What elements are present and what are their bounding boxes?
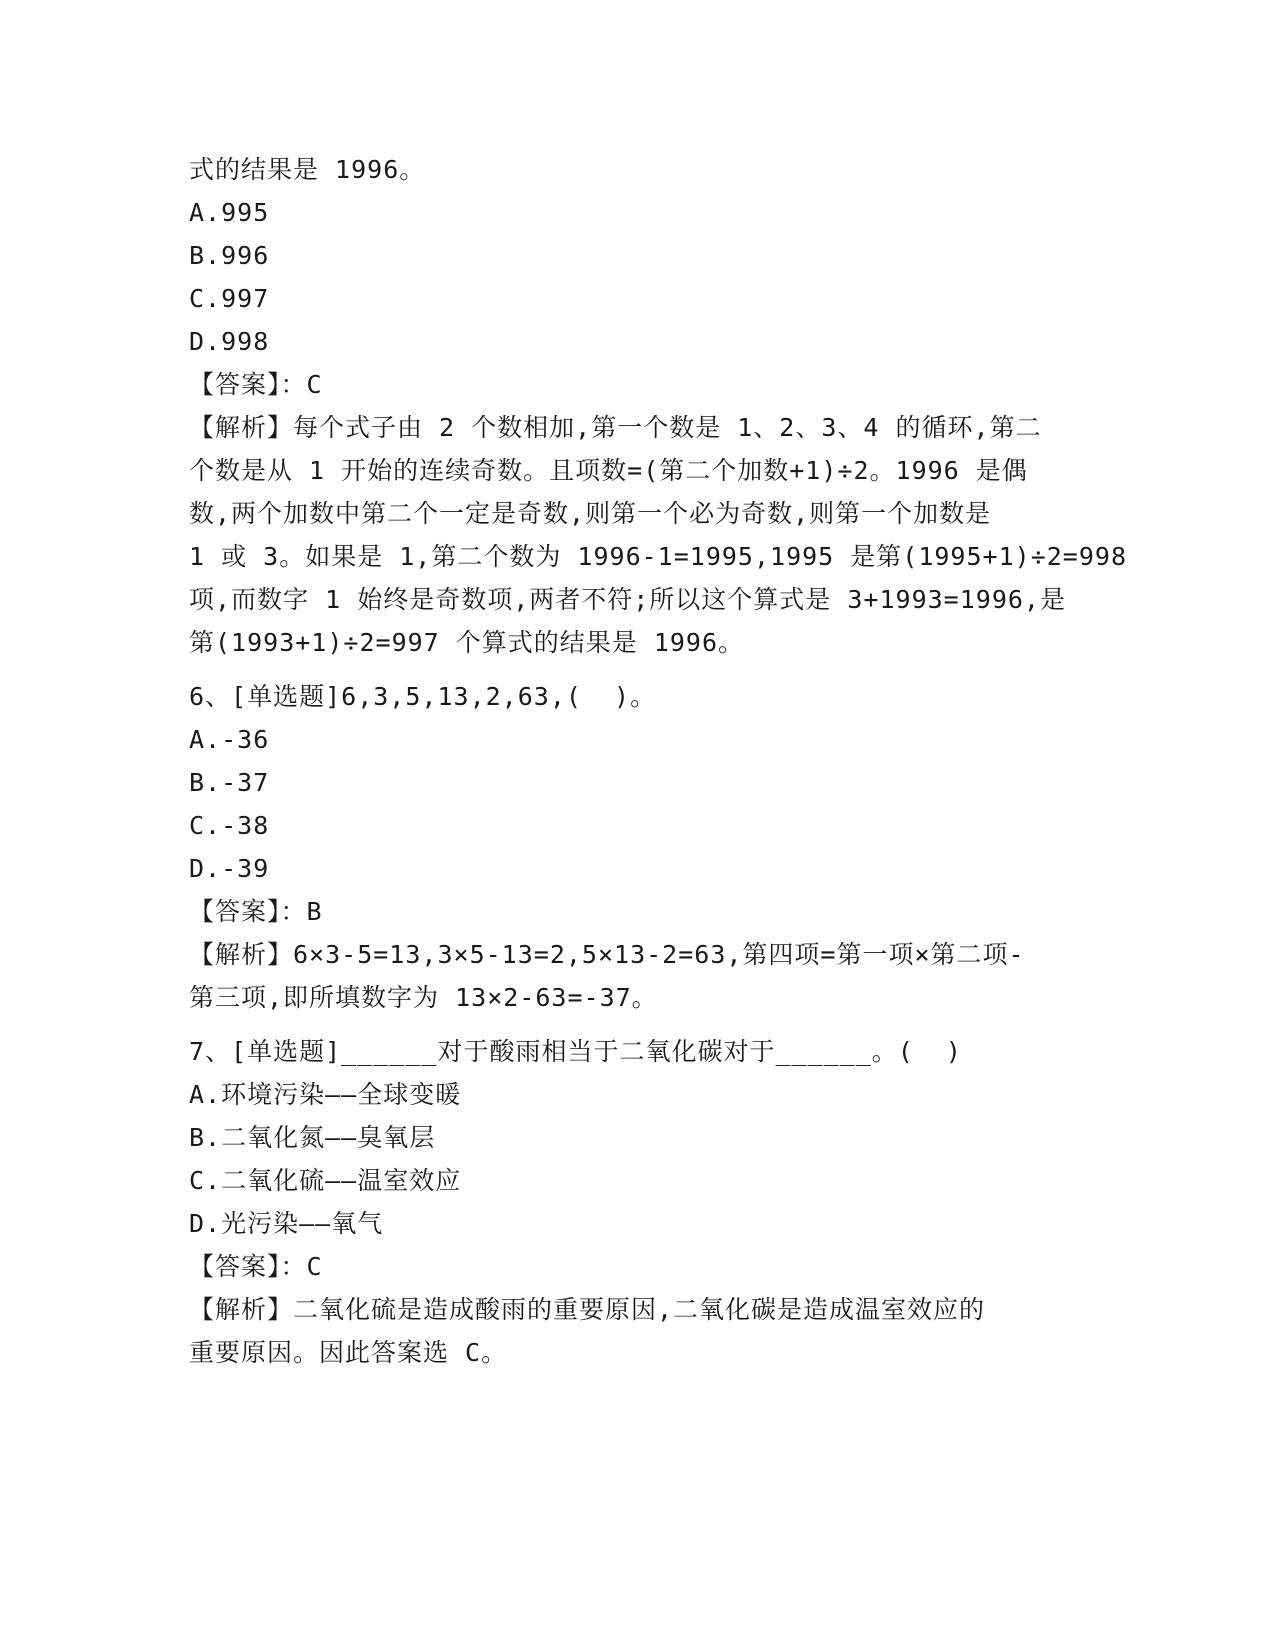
q6-option-d: D.-39 (189, 854, 270, 883)
q7-option-b: B.二氧化氮——臭氧层 (189, 1123, 436, 1152)
q6-analysis-line: 第三项,即所填数字为 13×2-63=-37。 (189, 983, 658, 1012)
q7-analysis-line: 【解析】二氧化硫是造成酸雨的重要原因,二氧化碳是造成温室效应的 (189, 1295, 986, 1324)
q7-analysis-line: 重要原因。因此答案选 C。 (189, 1338, 508, 1367)
q5-option-d: D.998 (189, 327, 270, 356)
document-content (189, 148, 1128, 1374)
q7-answer: 【答案】：C (189, 1252, 323, 1281)
q5-option-b: B.996 (189, 241, 270, 270)
q7-option-d: D.光污染——氧气 (189, 1209, 384, 1238)
q5-analysis-line: 个数是从 1 开始的连续奇数。且项数=(第二个加数+1)÷2。1996 是偶 (189, 456, 1028, 485)
q7-option-c: C.二氧化硫——温室效应 (189, 1166, 462, 1195)
q7-option-a: A.环境污染——全球变暖 (189, 1080, 462, 1109)
q5-option-c: C.997 (189, 284, 270, 313)
q6-option-c: C.-38 (189, 811, 270, 840)
q5-analysis-line: 项,而数字 1 始终是奇数项,两者不符;所以这个算式是 3+1993=1996,是 (189, 585, 1066, 614)
q6-option-a: A.-36 (189, 725, 270, 754)
question-spacer (189, 1019, 1089, 1030)
q5-analysis-line: 【解析】每个式子由 2 个数相加,第一个数是 1、2、3、4 的循环,第二 (189, 413, 1042, 442)
q5-analysis-line: 第(1993+1)÷2=997 个算式的结果是 1996。 (189, 628, 745, 657)
q6-answer: 【答案】：B (189, 897, 323, 926)
q5-analysis-line: 1 或 3。如果是 1,第二个数为 1996-1=1995,1995 是第(1995+1)÷2=998 (189, 542, 1128, 571)
q5-option-a: A.995 (189, 198, 270, 227)
q5-analysis-line: 数,两个加数中第二个一定是奇数,则第一个必为奇数,则第一个加数是 (189, 499, 992, 528)
q6-stem: 6、[单选题]6,3,5,13,2,63,( )。 (189, 682, 657, 711)
q7-stem: 7、[单选题]______对于酸雨相当于二氧化碳对于______。( ) (189, 1037, 962, 1066)
q5-answer: 【答案】：C (189, 370, 323, 399)
q6-option-b: B.-37 (189, 768, 270, 797)
q6-analysis-line: 【解析】6×3-5=13,3×5-13=2,5×13-2=63,第四项=第一项×第二项- (189, 940, 1025, 969)
question-spacer (189, 664, 1089, 675)
q5-stem-end: 式的结果是 1996。 (189, 155, 426, 184)
